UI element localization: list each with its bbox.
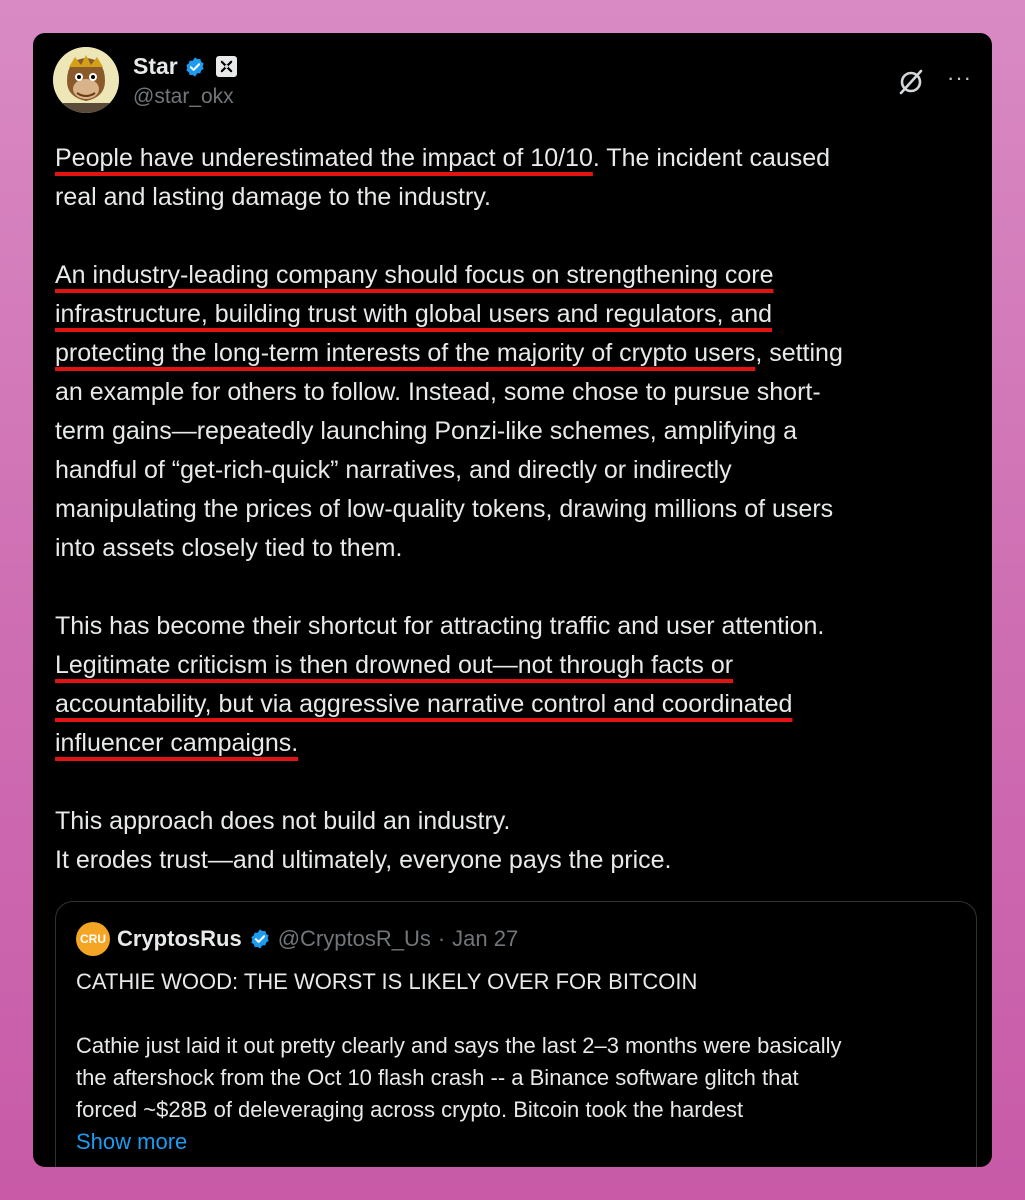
quoted-author-name[interactable]: CryptosRus	[117, 926, 242, 951]
more-icon[interactable]: ···	[947, 65, 972, 90]
post-text-line	[55, 451, 980, 490]
quoted-avatar[interactable]: CRU	[76, 922, 110, 956]
post-text-line	[55, 724, 980, 763]
post-text-line	[55, 607, 980, 646]
text-segment: . The incident caused	[592, 144, 831, 172]
post-text-line	[55, 139, 980, 178]
underlined-text: People have underestimated the impact of 10/10	[55, 144, 593, 172]
text-segment: This approach does not build an industry.	[55, 807, 511, 835]
text-segment: term gains—repeatedly launching Ponzi-like schemes, amplifying a	[55, 417, 798, 445]
underlined-text: infrastructure, building trust with global users and regulators, and	[55, 300, 773, 328]
paragraph-gap	[55, 568, 980, 607]
text-segment: , setting	[755, 339, 843, 367]
post-text-line	[55, 373, 980, 412]
author-handle[interactable]: @star_okx	[133, 85, 234, 108]
quoted-text-line: Cathie just laid it out pretty clearly and says the last 2–3 months were basically	[76, 1033, 842, 1058]
post-text-line	[55, 529, 980, 568]
text-segment: It erodes trust—and ultimately, everyone pays the price.	[55, 846, 672, 874]
post-text-line	[55, 256, 980, 295]
post-text-line	[55, 334, 980, 373]
text-segment: into assets closely tied to them.	[55, 534, 403, 562]
post-text	[55, 139, 980, 880]
underlined-text: protecting the long-term interests of the majority of crypto users	[55, 339, 756, 367]
text-segment: This has become their shortcut for attracting traffic and user attention.	[55, 612, 825, 640]
quoted-author-handle[interactable]: @CryptosR_Us	[277, 926, 431, 951]
meta-separator: ·	[437, 926, 446, 951]
post-card	[33, 33, 992, 1167]
text-segment: handful of “get-rich-quick” narratives, and directly or indirectly	[55, 456, 732, 484]
show-more-link[interactable]: Show more	[76, 1129, 188, 1154]
text-segment: manipulating the prices of low-quality tokens, drawing millions of users	[55, 495, 834, 523]
quoted-date[interactable]: Jan 27	[452, 926, 519, 951]
post-text-line	[55, 646, 980, 685]
author-name[interactable]: Star	[133, 53, 178, 79]
underlined-text: Legitimate criticism is then drowned out—not through facts or	[55, 651, 734, 679]
post-header	[53, 47, 972, 117]
x-logo-icon	[216, 56, 237, 77]
post-text-line	[55, 412, 980, 451]
quoted-text-line: forced ~$28B of deleveraging across crypto. Bitcoin took the hardest	[76, 1097, 744, 1122]
quoted-title: CATHIE WOOD: THE WORST IS LIKELY OVER FOR BITCOIN	[76, 969, 698, 994]
paragraph-gap	[55, 217, 980, 256]
avatar[interactable]	[53, 47, 119, 113]
verified-badge-icon	[184, 56, 206, 78]
underlined-text: influencer campaigns.	[55, 729, 299, 757]
quoted-text-line: the aftershock from the Oct 10 flash crash -- a Binance software glitch that	[76, 1065, 799, 1090]
verified-badge-icon	[249, 928, 271, 950]
ape-avatar-icon	[53, 47, 119, 113]
grok-icon[interactable]	[896, 67, 926, 97]
underlined-text: accountability, but via aggressive narrative control and coordinated	[55, 690, 793, 718]
post-text-line	[55, 295, 980, 334]
post-text-line	[55, 802, 980, 841]
author-name-row	[133, 53, 237, 80]
text-segment: an example for others to follow. Instead, some chose to pursue short-	[55, 378, 821, 406]
quoted-post[interactable]	[55, 901, 977, 1167]
post-text-line	[55, 490, 980, 529]
text-segment: real and lasting damage to the industry.	[55, 183, 491, 211]
quoted-text	[76, 1030, 956, 1158]
quoted-post-header	[76, 922, 956, 956]
underlined-text: An industry-leading company should focus on strengthening core	[55, 261, 774, 289]
post-text-line	[55, 178, 980, 217]
post-text-line	[55, 685, 980, 724]
post-text-line	[55, 841, 980, 880]
paragraph-gap	[55, 763, 980, 802]
